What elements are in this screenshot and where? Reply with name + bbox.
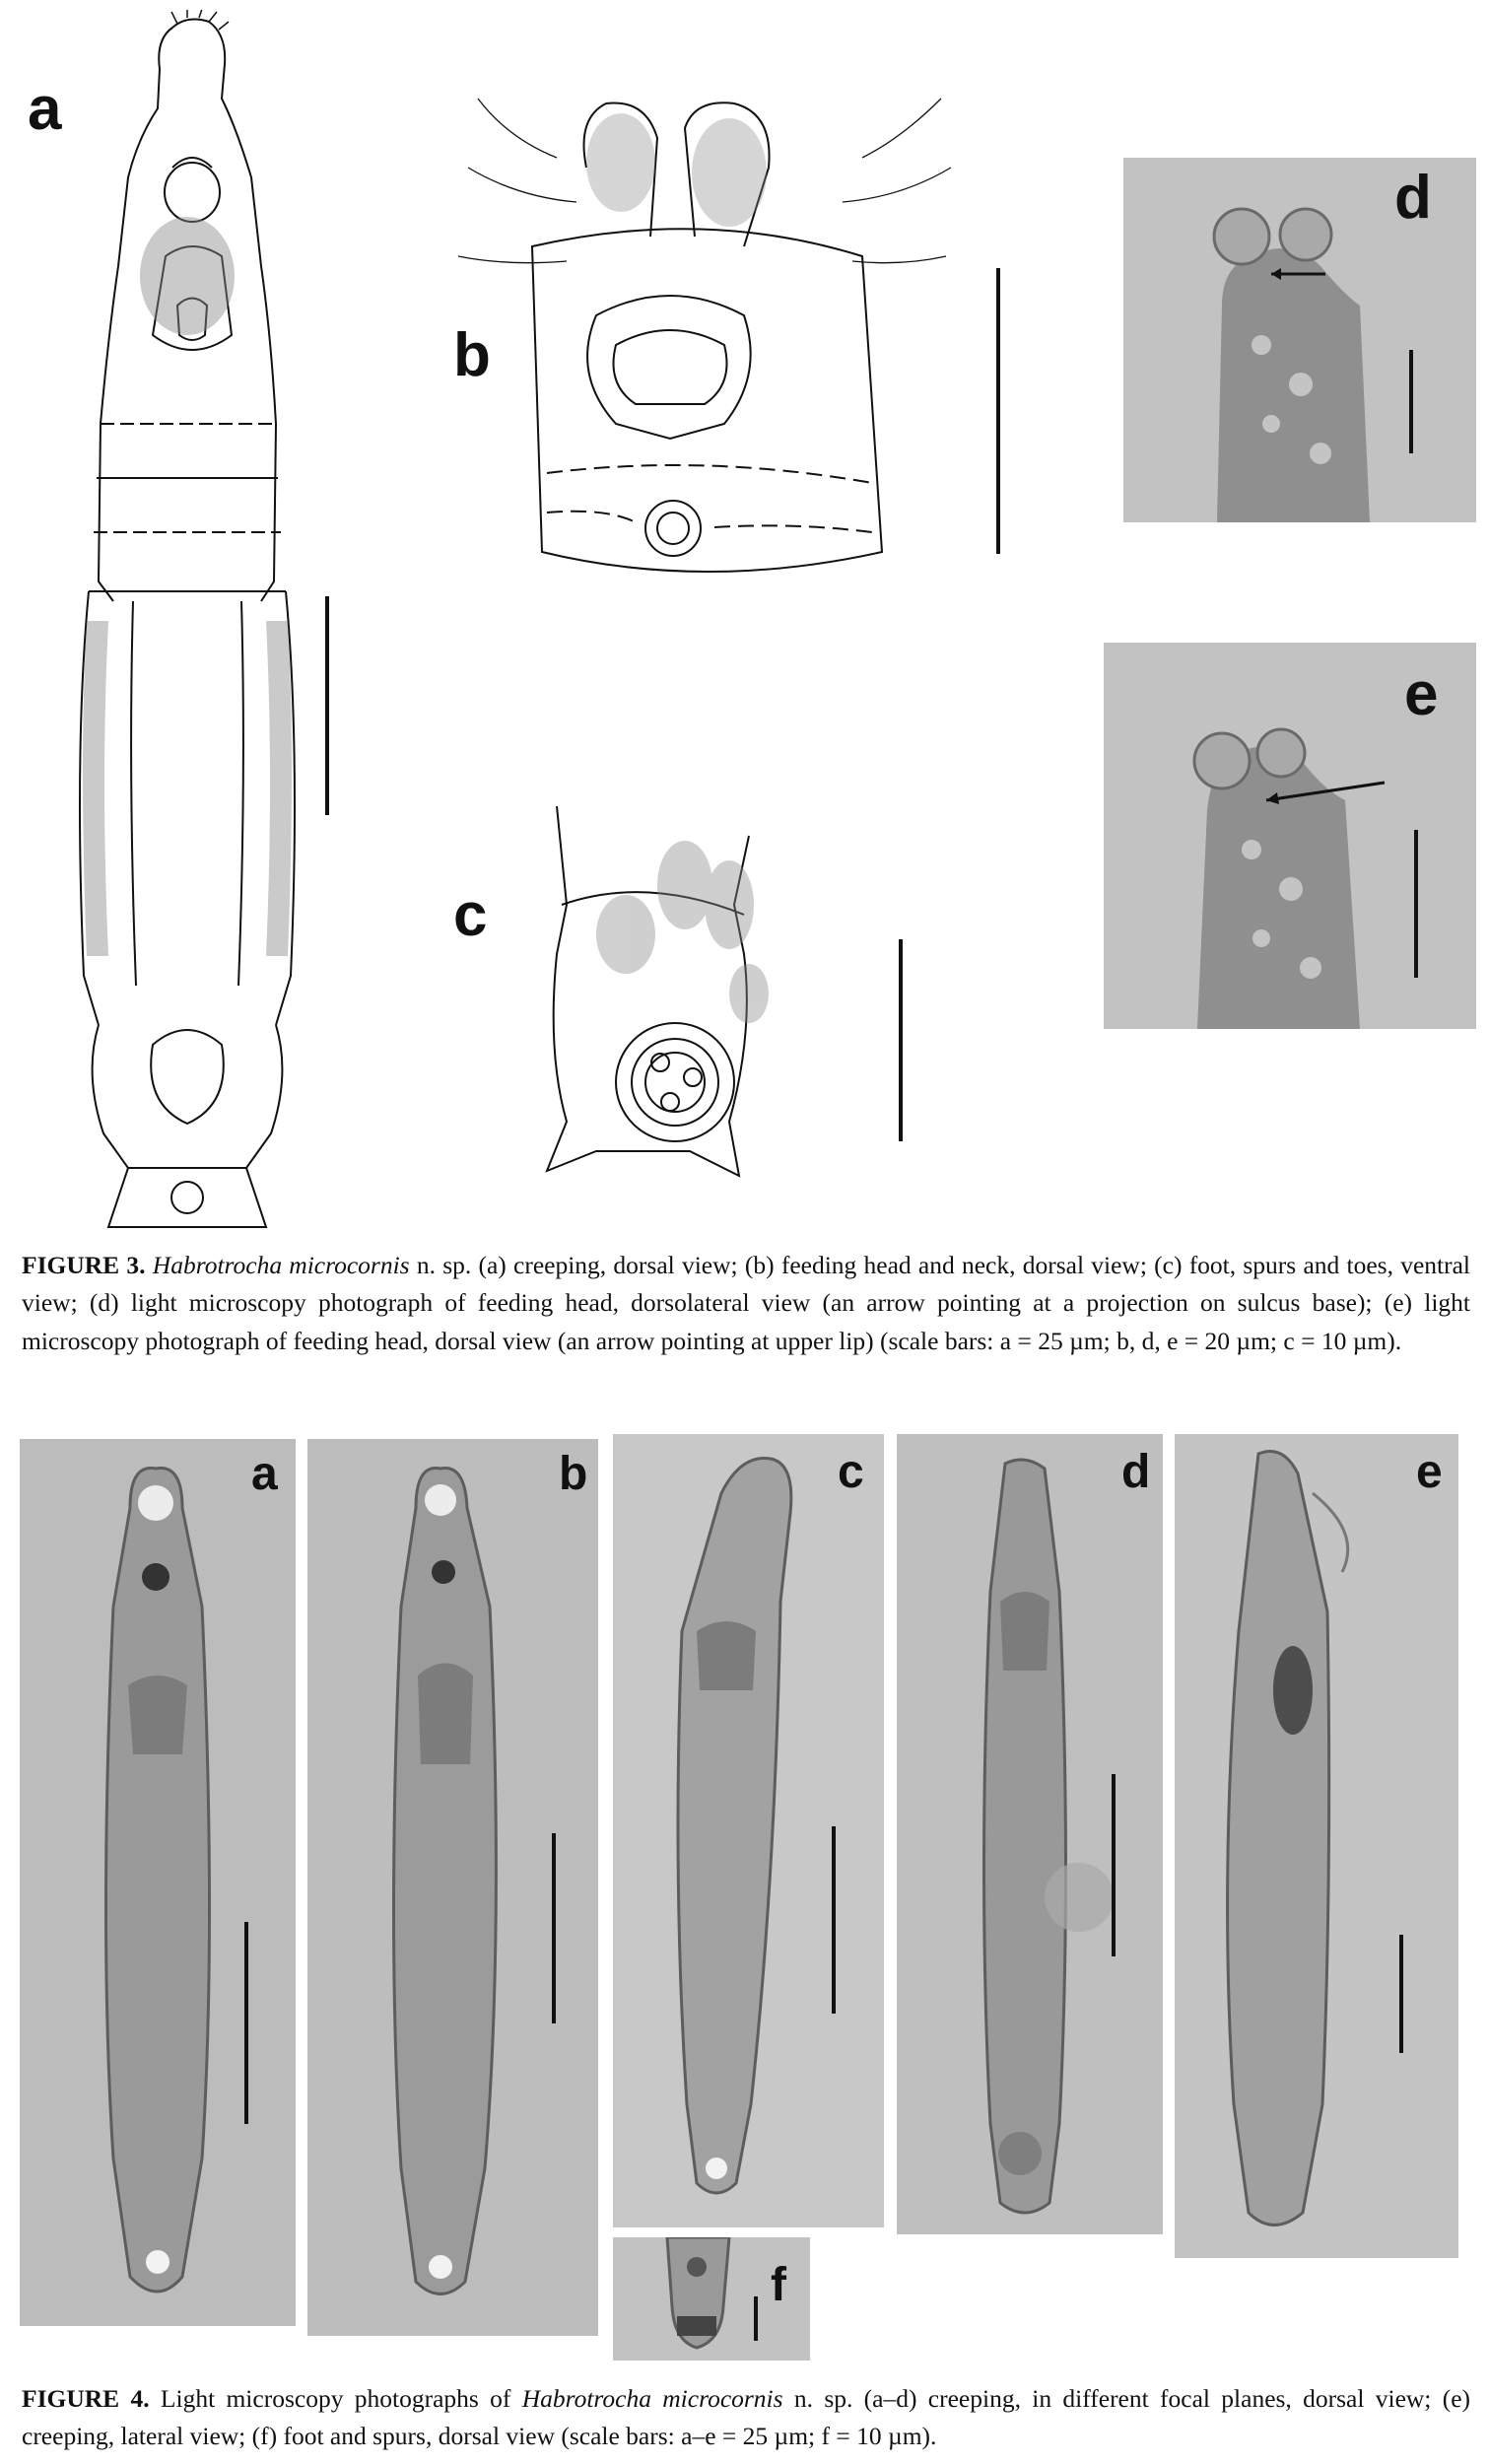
- fig4-panel-c-photo: [613, 1434, 884, 2227]
- fig4-caption-text-before: Light microscopy photographs of: [149, 2384, 522, 2413]
- fig4-panel-e-photo: [1175, 1434, 1458, 2258]
- fig4-panel-d-photo: [897, 1434, 1163, 2234]
- fig4-label-b: b: [559, 1448, 588, 1500]
- fig4-b-scale-bar: [552, 1833, 556, 2023]
- fig4-c-photo-image: [613, 1434, 884, 2227]
- fig3-caption-text: n. sp. (a) creeping, dorsal view; (b) feeding head and neck, dorsal view; (c) foot, spurs and toes, ventral view; (d) light microscopy photograph of feeding head, dorsolateral view (an arrow pointing at a projection on sulcus base); (e) light microscopy photograph of feeding head, dorsal view (an arrow pointing at upper lip) (scale bars: a = 25 µm; b, d, e = 20 µm; c = 10 µm).: [22, 1251, 1470, 1355]
- fig3-b-scale-bar: [996, 268, 1000, 554]
- fig4-e-scale-bar: [1399, 1935, 1403, 2053]
- fig4-caption-number: FIGURE 4.: [22, 2384, 150, 2413]
- fig3-panel-a: [28, 10, 335, 1237]
- fig4-c-scale-bar: [832, 1826, 836, 2014]
- fig3-caption: [22, 1247, 1470, 1360]
- fig3-panel-b: [448, 59, 961, 621]
- fig4-f-scale-bar: [754, 2296, 758, 2341]
- fig4-d-scale-bar: [1112, 1774, 1116, 1956]
- fig4-e-photo-image: [1175, 1434, 1458, 2258]
- fig4-caption: [22, 2380, 1470, 2456]
- fig3-e-scale-bar: [1414, 830, 1418, 978]
- fig3-label-a: a: [28, 75, 62, 143]
- fig4-label-c: c: [838, 1446, 864, 1498]
- fig3-label-c: c: [453, 881, 488, 949]
- fig3-label-d: d: [1394, 164, 1432, 232]
- fig4-panel-f-photo: [613, 2237, 810, 2361]
- fig3-c-scale-bar: [899, 939, 903, 1141]
- fig4-label-d: d: [1121, 1446, 1151, 1498]
- fig3-a-scale-bar: [325, 596, 329, 815]
- fig3-a-drawing: [39, 10, 335, 1237]
- fig3-panel-c: [448, 796, 912, 1191]
- fig3-d-scale-bar: [1409, 350, 1413, 453]
- fig3-label-e: e: [1404, 660, 1439, 728]
- fig3-c-drawing: [448, 796, 912, 1191]
- fig4-a-photo-image: [20, 1439, 296, 2326]
- fig4-a-scale-bar: [244, 1922, 248, 2124]
- fig4-label-f: f: [771, 2259, 786, 2311]
- fig4-label-e: e: [1416, 1446, 1443, 1498]
- fig3-b-drawing: [448, 59, 961, 621]
- fig3-caption-number: FIGURE 3.: [22, 1251, 146, 1279]
- fig4-panel-b-photo: [307, 1439, 598, 2336]
- fig4-d-photo-image: [897, 1434, 1163, 2234]
- fig4-caption-text-after: n. sp. (a–d) creeping, in different focal planes, dorsal view; (e) creeping, lateral view; (f) foot and spurs, dorsal view (scale bars: a–e = 25 µm; f = 10 µm).: [22, 2384, 1470, 2451]
- fig4-panel-a-photo: [20, 1439, 296, 2326]
- fig3-caption-species: Habrotrocha microcornis: [152, 1251, 410, 1279]
- fig3-panel-d-photo: [1123, 158, 1476, 522]
- fig4-label-a: a: [251, 1448, 278, 1500]
- fig3-label-b: b: [453, 321, 491, 389]
- fig4-caption-species: Habrotrocha microcornis: [521, 2384, 783, 2413]
- fig3-panel-e-photo: [1104, 643, 1476, 1029]
